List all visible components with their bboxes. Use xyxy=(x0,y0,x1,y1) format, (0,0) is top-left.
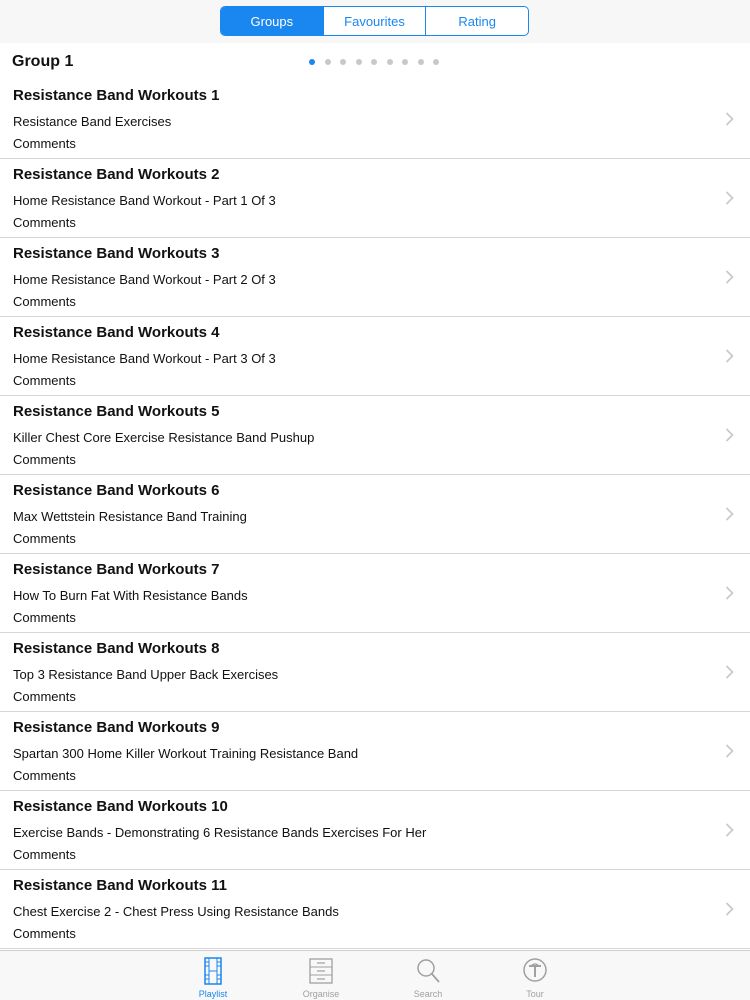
comments-link[interactable]: Comments xyxy=(13,294,76,309)
list-item[interactable] xyxy=(0,317,750,396)
workout-list xyxy=(0,80,750,949)
comments-link[interactable]: Comments xyxy=(13,847,76,862)
row-title: Resistance Band Workouts 10 xyxy=(13,798,228,815)
page-dot[interactable] xyxy=(356,59,362,65)
chevron-right-icon xyxy=(725,902,734,916)
row-subtitle: Resistance Band Exercises xyxy=(13,114,172,129)
list-item[interactable] xyxy=(0,633,750,712)
tab-label-playlist: Playlist xyxy=(198,989,228,999)
page-dot[interactable] xyxy=(433,59,439,65)
chevron-right-icon xyxy=(725,744,734,758)
row-subtitle: Max Wettstein Resistance Band Training xyxy=(13,509,247,524)
list-item[interactable] xyxy=(0,791,750,870)
row-title: Resistance Band Workouts 11 xyxy=(13,877,227,894)
chevron-right-icon xyxy=(725,586,734,600)
magnifier-icon xyxy=(415,957,441,985)
comments-link[interactable]: Comments xyxy=(13,452,76,467)
comments-link[interactable]: Comments xyxy=(13,215,76,230)
list-item[interactable] xyxy=(0,238,750,317)
comments-link[interactable]: Comments xyxy=(13,689,76,704)
chevron-right-icon xyxy=(725,270,734,284)
row-subtitle: Home Resistance Band Workout - Part 1 Of 3 xyxy=(13,193,276,208)
row-title: Resistance Band Workouts 6 xyxy=(13,482,220,499)
row-subtitle: Top 3 Resistance Band Upper Back Exercises xyxy=(13,667,279,682)
row-title: Resistance Band Workouts 1 xyxy=(13,87,220,104)
row-subtitle: Home Resistance Band Workout - Part 3 Of 3 xyxy=(13,351,276,366)
tab-playlist[interactable] xyxy=(173,951,253,1000)
row-title: Resistance Band Workouts 3 xyxy=(13,245,220,262)
row-title: Resistance Band Workouts 4 xyxy=(13,324,220,341)
row-subtitle: Chest Exercise 2 - Chest Press Using Resistance Bands xyxy=(13,904,339,919)
list-item[interactable] xyxy=(0,712,750,791)
group-title: Group 1 xyxy=(12,53,74,70)
tab-label-tour: Tour xyxy=(526,989,544,999)
tour-icon xyxy=(522,957,548,985)
chevron-right-icon xyxy=(725,112,734,126)
tab-tour[interactable] xyxy=(495,951,575,1000)
page-dot[interactable] xyxy=(402,59,408,65)
row-title: Resistance Band Workouts 5 xyxy=(13,403,220,420)
chevron-right-icon xyxy=(725,665,734,679)
row-subtitle: Home Resistance Band Workout - Part 2 Of 3 xyxy=(13,272,276,287)
comments-link[interactable]: Comments xyxy=(13,373,76,388)
row-subtitle: Killer Chest Core Exercise Resistance Band Pushup xyxy=(13,430,315,445)
row-title: Resistance Band Workouts 8 xyxy=(13,640,220,657)
page-dot[interactable] xyxy=(325,59,331,65)
comments-link[interactable]: Comments xyxy=(13,926,76,941)
row-title: Resistance Band Workouts 9 xyxy=(13,719,220,736)
segmented-control xyxy=(220,6,529,36)
page-dot[interactable] xyxy=(309,59,315,65)
comments-link[interactable]: Comments xyxy=(13,136,76,151)
row-title: Resistance Band Workouts 2 xyxy=(13,166,220,183)
tab-bar xyxy=(0,950,750,1000)
row-title: Resistance Band Workouts 7 xyxy=(13,561,220,578)
chevron-right-icon xyxy=(725,507,734,521)
list-item[interactable] xyxy=(0,554,750,633)
chevron-right-icon xyxy=(725,191,734,205)
film-strip-icon xyxy=(200,957,226,985)
cabinet-icon xyxy=(308,957,334,985)
top-bar xyxy=(0,0,750,43)
chevron-right-icon xyxy=(725,428,734,442)
list-item[interactable] xyxy=(0,475,750,554)
page-dot[interactable] xyxy=(340,59,346,65)
comments-link[interactable]: Comments xyxy=(13,768,76,783)
list-item[interactable] xyxy=(0,80,750,159)
segment-favourites[interactable]: Favourites xyxy=(323,7,426,35)
tab-organise[interactable] xyxy=(281,951,361,1000)
chevron-right-icon xyxy=(725,823,734,837)
page-dot[interactable] xyxy=(371,59,377,65)
segment-groups[interactable]: Groups xyxy=(221,7,323,35)
tab-search[interactable] xyxy=(388,951,468,1000)
page-indicator[interactable] xyxy=(309,59,449,65)
page-dot[interactable] xyxy=(418,59,424,65)
row-subtitle: How To Burn Fat With Resistance Bands xyxy=(13,588,248,603)
comments-link[interactable]: Comments xyxy=(13,610,76,625)
row-subtitle: Spartan 300 Home Killer Workout Training Resistance Band xyxy=(13,746,359,761)
tab-label-search: Search xyxy=(413,989,443,999)
row-subtitle: Exercise Bands - Demonstrating 6 Resistance Bands Exercises For Her xyxy=(13,825,427,840)
comments-link[interactable]: Comments xyxy=(13,531,76,546)
page-dot[interactable] xyxy=(387,59,393,65)
list-item[interactable] xyxy=(0,159,750,238)
segment-rating[interactable]: Rating xyxy=(425,7,528,35)
list-item[interactable] xyxy=(0,396,750,475)
chevron-right-icon xyxy=(725,349,734,363)
list-item[interactable] xyxy=(0,870,750,949)
tab-label-organise: Organise xyxy=(302,989,340,999)
